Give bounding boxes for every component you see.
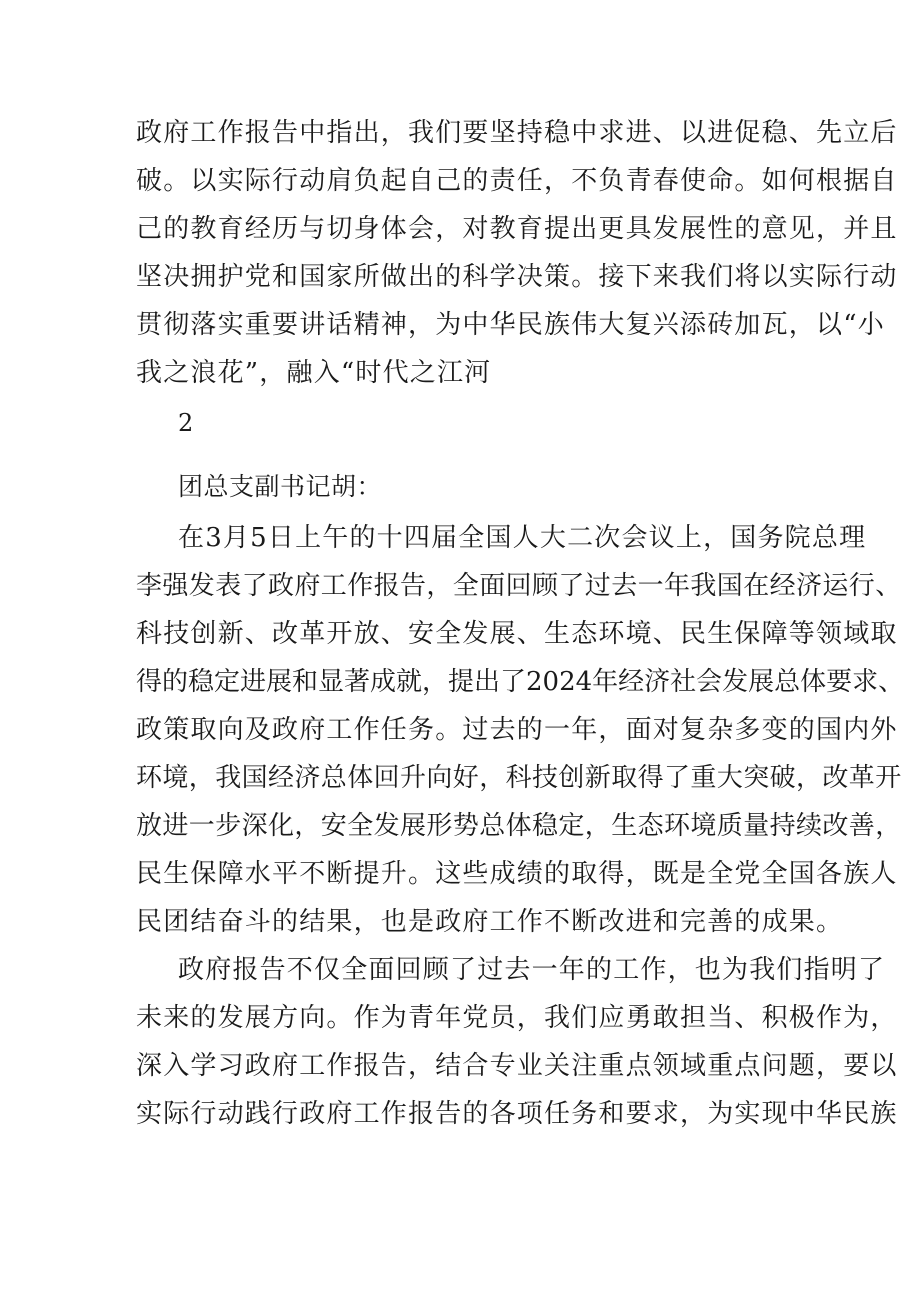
paragraph-line: 民团结奋斗的结果，也是政府工作不断改进和完善的成果。: [136, 907, 844, 937]
paragraph-line: 贯彻落实重要讲话精神，为中华民族伟大复兴添砖加瓦，以“小: [136, 310, 885, 340]
paragraph-line: 放进一步深化，安全发展形势总体稳定，生态环境质量持续改善，: [136, 811, 902, 841]
paragraph-line: 政府报告不仅全面回顾了过去一年的工作，也为我们指明了: [178, 955, 886, 985]
paragraph-line: 我之浪花”，融入“时代之江河: [136, 358, 492, 388]
paragraph-line: 李强发表了政府工作报告，全面回顾了过去一年我国在经济运行、: [136, 571, 902, 601]
paragraph-line: 环境，我国经济总体回升向好，科技创新取得了重大突破，改革开: [136, 763, 902, 793]
paragraph-line: 科技创新、改革开放、安全发展、生态环境、民生保障等领域取: [136, 619, 898, 649]
paragraph-line: 政策取向及政府工作任务。过去的一年，面对复杂多变的国内外: [136, 715, 898, 745]
paragraph-line: 在3月5日上午的十四届全国人大二次会议上，国务院总理: [178, 523, 867, 553]
speaker-heading: 团总支副书记胡：: [178, 472, 383, 501]
page-number: 2: [178, 409, 194, 437]
paragraph-line: 实际行动践行政府工作报告的各项任务和要求，为实现中华民族: [136, 1099, 898, 1129]
paragraph-line: 政府工作报告中指出，我们要坚持稳中求进、以进促稳、先立后: [136, 118, 898, 148]
paragraph-line: 破。以实际行动肩负起自己的责任，不负青春使命。如何根据自: [136, 166, 898, 196]
paragraph-line: 坚决拥护党和国家所做出的科学决策。接下来我们将以实际行动: [136, 262, 898, 292]
paragraph-line: 己的教育经历与切身体会，对教育提出更具发展性的意见，并且: [136, 214, 898, 244]
paragraph-line: 未来的发展方向。作为青年党员，我们应勇敢担当、积极作为，: [136, 1003, 898, 1033]
paragraph-line: 得的稳定进展和显著成就，提出了2024年经济社会发展总体要求、: [136, 667, 905, 697]
paragraph-line: 民生保障水平不断提升。这些成绩的取得，既是全党全国各族人: [136, 859, 898, 889]
paragraph-line: 深入学习政府工作报告，结合专业关注重点领域重点问题，要以: [136, 1051, 898, 1081]
